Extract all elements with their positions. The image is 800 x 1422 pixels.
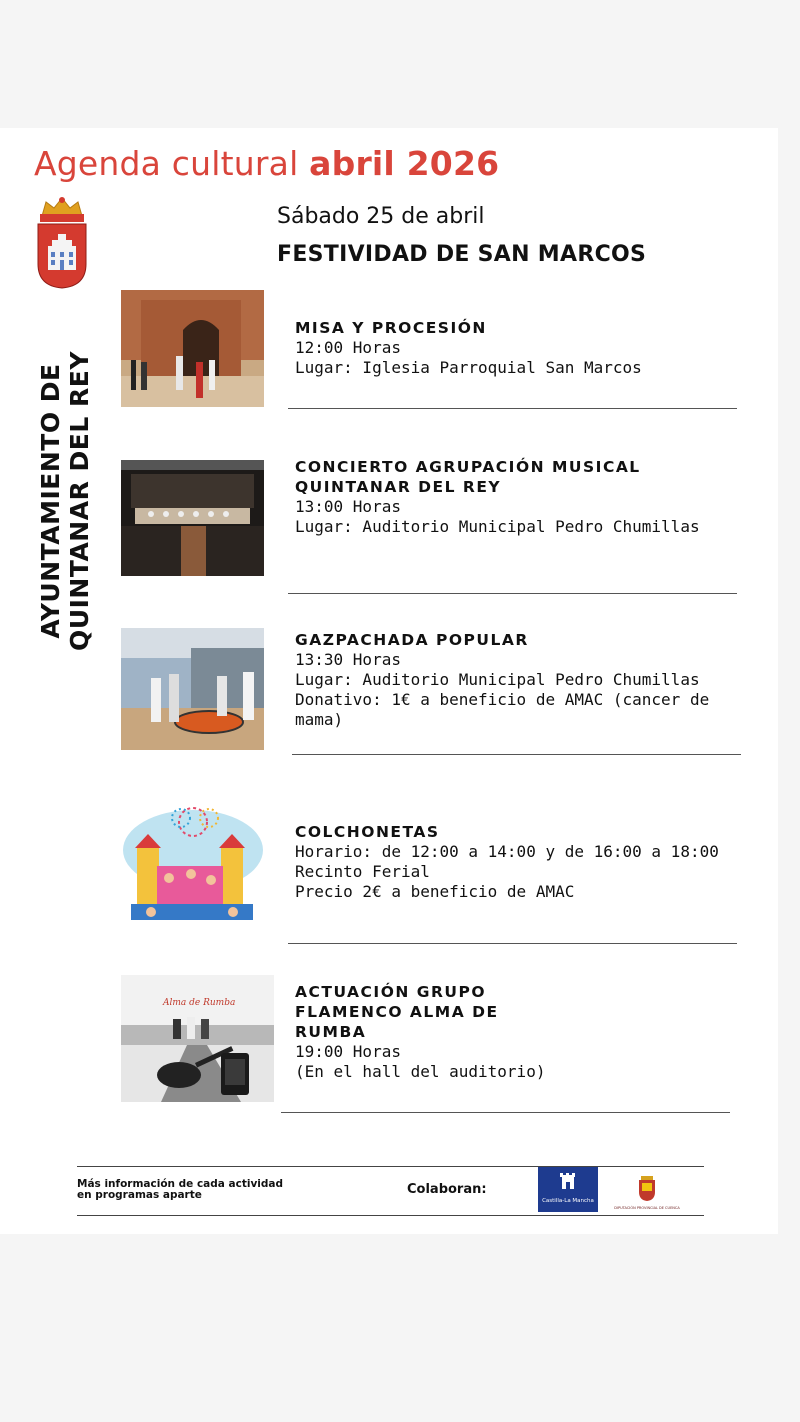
flamenco-logo-text: Alma de Rumba (163, 998, 236, 1008)
organizer-line-2: QUINTANAR DEL REY (65, 351, 94, 651)
collaborators-label: Colaboran: (407, 1182, 487, 1197)
castilla-la-mancha-logo (538, 1167, 598, 1212)
festival-title: FESTIVIDAD DE SAN MARCOS (277, 242, 647, 267)
separator (281, 1112, 730, 1113)
footer-note (77, 1179, 283, 1201)
event-name: MISA Y PROCESIÓN (295, 319, 487, 337)
event-schedule: Horario: de 12:00 a 14:00 y de 16:00 a 18:00 (295, 842, 719, 861)
logo-dip-text: DIPUTACIÓN PROVINCIAL DE CUENCA (614, 1206, 680, 1210)
event-name: COLCHONETAS (295, 823, 440, 841)
organizer-vertical-label (36, 304, 94, 698)
footer-note-line-1: Más información de cada actividad (77, 1178, 284, 1190)
page-title (34, 144, 499, 183)
logo-clm-text: Castilla-La Mancha (542, 1198, 594, 1204)
bouncy-castle-illustration (121, 800, 264, 926)
gazpachada-photo (121, 628, 264, 750)
footer-note-line-2: en programas aparte (77, 1189, 202, 1201)
separator (288, 943, 737, 944)
provincial-shield-icon (612, 1174, 682, 1202)
coat-of-arms-icon (34, 194, 90, 290)
procession-photo (121, 290, 264, 407)
separator (292, 754, 741, 755)
event-date: Sábado 25 de abril (277, 204, 485, 229)
organizer-line-1: AYUNTAMIENTO DE (36, 363, 65, 639)
event-place: Lugar: Auditorio Municipal Pedro Chumillas (295, 517, 700, 536)
event-name: ACTUACIÓN GRUPO FLAMENCO ALMA DE RUMBA (295, 983, 499, 1041)
event-price: Precio 2€ a beneficio de AMAC (295, 882, 575, 901)
event-donation: Donativo: 1€ a beneficio de AMAC (cancer de mama) (295, 690, 710, 729)
event-place: Recinto Ferial (295, 862, 430, 881)
event-time: 12:00 Horas (295, 338, 401, 357)
concert-photo (121, 460, 264, 576)
title-highlight: abril 2026 (309, 144, 500, 183)
event-place: (En el hall del auditorio) (295, 1062, 546, 1081)
castle-icon (538, 1167, 598, 1197)
event-place: Lugar: Auditorio Municipal Pedro Chumillas (295, 670, 700, 689)
footer-rule-top (77, 1166, 704, 1167)
separator (288, 593, 737, 594)
event-name: CONCIERTO AGRUPACIÓN MUSICAL QUINTANAR DEL REY (295, 458, 641, 496)
footer-rule-bottom (77, 1215, 704, 1216)
event-place: Lugar: Iglesia Parroquial San Marcos (295, 358, 642, 377)
event-time: 13:00 Horas (295, 497, 401, 516)
event-time: 19:00 Horas (295, 1042, 401, 1061)
separator (288, 408, 737, 409)
title-prefix: Agenda cultural (34, 144, 299, 183)
event-name: GAZPACHADA POPULAR (295, 631, 529, 649)
poster (0, 128, 778, 1234)
diputacion-cuenca-logo (612, 1174, 682, 1210)
event-time: 13:30 Horas (295, 650, 401, 669)
flamenco-group-photo (121, 975, 274, 1102)
